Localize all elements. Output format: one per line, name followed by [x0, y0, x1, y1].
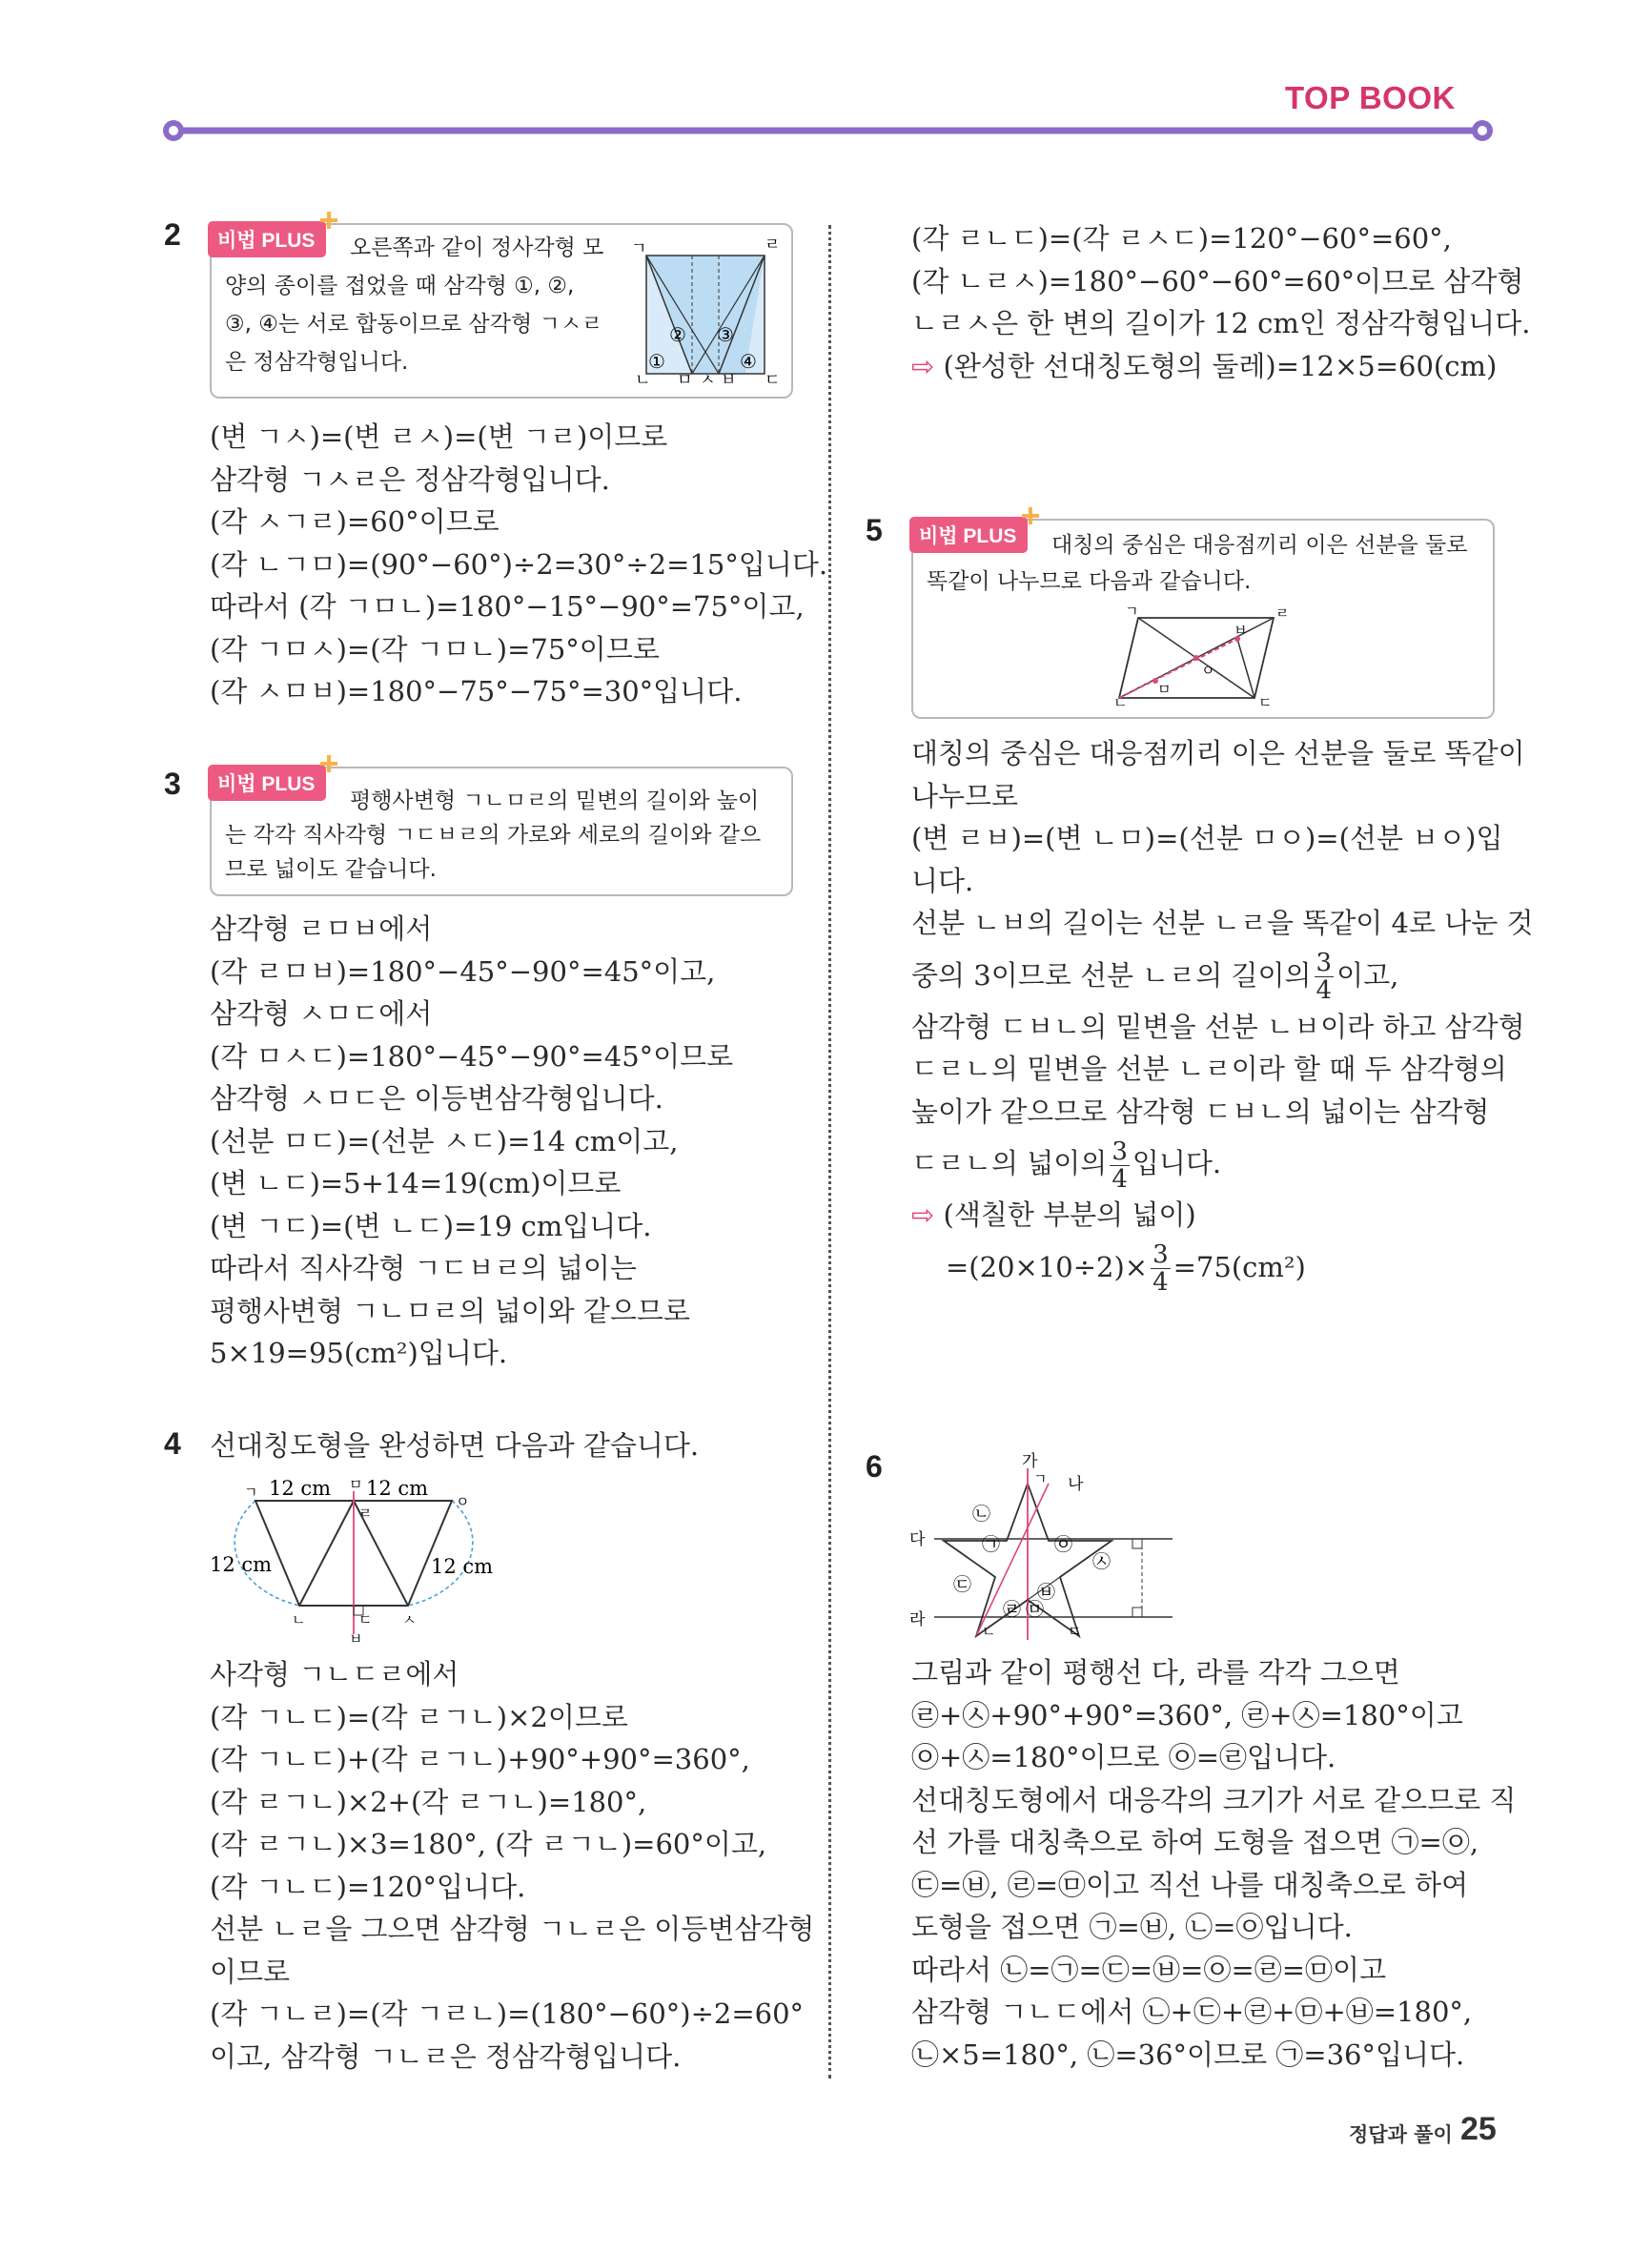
figure-label: ㅇ [1201, 662, 1215, 679]
figure-label: ㉤ [1026, 1599, 1045, 1620]
figure-label: ㄱ [1125, 606, 1139, 620]
tip-line: 오른쪽과 같이 정사각형 모 [350, 236, 604, 260]
figure-label: ㄴ [982, 1623, 996, 1640]
figure-label: ㉧ [1054, 1534, 1073, 1555]
figure-label: ㉡ [972, 1504, 991, 1525]
figure-label: ㄷ [358, 1611, 373, 1628]
page-number: 25 [1460, 2111, 1497, 2147]
tip-line: 평행사변형 ㄱㄴㅁㄹ의 밑변의 길이와 높이 [350, 789, 760, 813]
star-figure [906, 1449, 1182, 1640]
figure-label: ㄴ [292, 1611, 306, 1628]
figure-label: ㅁ [349, 1476, 363, 1493]
column-separator [828, 225, 831, 2079]
figure-label: ② [669, 323, 686, 346]
figure-label: 가 [1022, 1452, 1038, 1471]
figure-label: ㅂ [721, 371, 737, 387]
figure-label: ㄹ [358, 1505, 373, 1522]
solution-text: 사각형 ㄱㄴㄷㄹ에서 (각 ㄱㄴㄷ)=(각 ㄹㄱㄴ)×2이므로 (각 ㄱㄴㄷ)+(각 ㄹㄱㄴ)+90°+90°=360°, (각 ㄹㄱㄴ)×2+(각 ㄹㄱㄴ)=180°, (각 ㄹㄱㄴ)×3=180°, (각 ㄹㄱㄴ)=60°이고, (각 ㄱㄴㄷ)=120°입니다. 선분 ㄴㄹ을 그으면 삼각형 ㄱㄴㄹ은 이등변삼각형 이므로 (각 ㄱㄴㄹ)=(각 ㄱㄹㄴ)=(180°−60°)÷2=60° 이고, 삼각형 ㄱㄴㄹ은 정삼각형입니다. [210, 1658, 815, 2073]
figure-label: ㄷ [765, 371, 781, 387]
solution-text: 그림과 같이 평행선 다, 라를 각각 그으면 ㉣+㉦+90°+90°=360°, ㉣+㉦=180°이고 ㉧+㉦=180°이므로 ㉧=㉣입니다. 선대칭도형에서 대응각의 크기가 서로 같으므로 직 선 가를 대칭축으로 하여 도형을 접으면 ㉠=㉧, ㉢=㉥, ㉣=㉤이고 직선 나를 대칭축으로 하여 도형을 접으면 ㉠=㉥, ㉡=㉧입니다. 따라서 ㉡=㉠=㉢=㉥=㉧=㉣=㉤이고 삼각형 ㄱㄴㄷ에서 ㉡+㉢+㉣+㉤+㉥=180°, ㉡×5=180°, ㉡=36°이므로 ㉠=36°입니다. [911, 1656, 1517, 2071]
solution-text: (변 ㄱㅅ)=(변 ㄹㅅ)=(변 ㄱㄹ)이므로 삼각형 ㄱㅅㄹ은 정삼각형입니다. (각 ㅅㄱㄹ)=60°이므로 (각 ㄴㄱㅁ)=(90°−60°)÷2=30°÷2=15°입니다. 따라서 (각 ㄱㅁㄴ)=180°−15°−90°=75°이고, (각 ㄱㅁㅅ)=(각 ㄱㅁㄴ)=75°이므로 (각 ㅅㅁㅂ)=180°−75°−75°=30°입니다. [210, 420, 828, 707]
tip-box [911, 519, 1495, 719]
figure-label: ㄹ [765, 236, 781, 255]
tip-line: 똑같이 나누므로 다음과 같습니다. [927, 569, 1252, 594]
fraction: $\frac{3}{4}$ [1315, 949, 1333, 1005]
problem-number: 6 [866, 1449, 883, 1484]
figure-label: ㅂ [349, 1630, 363, 1646]
figure-label: ㄷ [1258, 694, 1273, 709]
footer-label: 정답과 풀이 [1349, 2123, 1453, 2146]
figure-label: ㄱ [631, 239, 647, 258]
tip-line: ③, ④는 서로 합동이므로 삼각형 ㄱㅅㄹ [225, 312, 603, 337]
parallelogram-figure [1113, 606, 1295, 709]
figure-label: ㅁ [1157, 681, 1172, 698]
folded-square-figure [622, 233, 785, 387]
figure-label: ㅂ [1234, 622, 1248, 639]
figure-label: ㄹ [1275, 606, 1290, 622]
solution-text: 삼각형 ㄹㅁㅂ에서 (각 ㄹㅁㅂ)=180°−45°−90°=45°이고, 삼각형 ㅅㅁㄷ에서 (각 ㅁㅅㄷ)=180°−45°−90°=45°이므로 삼각형 ㅅㅁㄷ은 이등변삼각형입니다. (선분 ㅁㄷ)=(선분 ㅅㄷ)=14 cm이고, (변 ㄴㄷ)=5+14=19(cm)이므로 (변 ㄱㄷ)=(변 ㄴㄷ)=19 cm입니다. 따라서 직사각형 ㄱㄷㅂㄹ의 넓이는 평행사변형 ㄱㄴㅁㄹ의 넓이와 같으므로 5×19=95(cm²)입니다. [210, 912, 734, 1369]
tip-box [210, 767, 793, 896]
tip-badge: 비법 PLUS [208, 221, 326, 257]
figure-label: ㄱ [244, 1484, 258, 1501]
plus-icon [320, 755, 337, 772]
tip-line: 은 정삼각형입니다. [225, 350, 409, 375]
problem-number: 4 [164, 1426, 181, 1461]
problem-number: 2 [164, 217, 181, 252]
tip-line: 양의 종이를 접었을 때 삼각형 ①, ②, [225, 274, 575, 298]
figure-label: ④ [740, 350, 757, 373]
figure-label: 12 cm [269, 1477, 332, 1500]
figure-label: 다 [909, 1530, 926, 1549]
plus-icon [1022, 507, 1039, 524]
figure-label: ㉣ [1003, 1599, 1022, 1620]
fraction: $\frac{3}{4}$ [1112, 1137, 1128, 1194]
figure-label: ③ [717, 323, 734, 346]
tip-badge: 비법 PLUS [909, 517, 1028, 553]
tip-line: 대칭의 중심은 대응점끼리 이은 선분을 둘로 [1051, 533, 1468, 558]
figure-label: 라 [909, 1610, 926, 1629]
line-symmetric-figure [206, 1474, 511, 1646]
solution-text: (각 ㄹㄴㄷ)=(각 ㄹㅅㄷ)=120°−60°=60°, (각 ㄴㄹㅅ)=180°−60°−60°=60°이므로 삼각형 ㄴㄹㅅ은 한 변의 길이가 12 cm인 정삼각형입니다. ⇨ (완성한 선대칭도형의 둘레)=12×5=60(cm) [911, 222, 1531, 382]
figure-label: ㄱ [1033, 1470, 1048, 1487]
problem-number: 3 [164, 767, 181, 801]
figure-label: ㅇ [456, 1493, 470, 1510]
figure-label: 나 [1068, 1475, 1084, 1494]
solution-text: 대칭의 중심은 대응점끼리 이은 선분을 둘로 똑같이 나누므로 (변 ㄹㅂ)=(변 ㄴㅁ)=(선분 ㅁㅇ)=(선분 ㅂㅇ)입 니다. 선분 ㄴㅂ의 길이는 선분 ㄴㄹ을 똑같이 4로 나눈 것 중의 3이므로 선분 ㄴㄹ의 길이의 $\frac{3}{4}$ 이고, 삼각형 ㄷㅂㄴ의 밑변을 선분 ㄴㅂ이라 하고 삼각형 ㄷㄹㄴ의 밑변을 선분 ㄴㄹ이라 할 때 두 삼각형의 높이가 같으므로 삼각형 ㄷㅂㄴ의 넓이는 삼각형 ㄷㄹㄴ의 넓이의 $\frac{3}{4}$ 입니다. ⇨ (색칠한 부분의 넓이) =(20×10÷2)× $\frac{3}{4}$ =75(cm²) [911, 737, 1534, 1297]
figure-label: ㄷ [1068, 1623, 1082, 1640]
arrow-icon: ⇨ [911, 1198, 935, 1231]
header-rule [0, 0, 1652, 153]
figure-label: 12 cm [431, 1555, 494, 1578]
book-title: TOP BOOK [1285, 80, 1456, 115]
figure-label: ㄴ [635, 371, 651, 387]
plus-icon [320, 212, 337, 229]
figure-label: ㅅ [700, 371, 716, 387]
tip-line: 므로 넓이도 같습니다. [225, 857, 437, 882]
figure-label: ㄴ [1113, 694, 1128, 709]
figure-label: 12 cm [366, 1477, 429, 1500]
arrow-icon: ⇨ [911, 349, 935, 382]
tip-line: 는 각각 직사각형 ㄱㄷㅂㄹ의 가로와 세로의 길이와 같으 [225, 823, 762, 848]
figure-label: ㅁ [677, 371, 693, 387]
figure-label: ㉥ [1037, 1582, 1056, 1603]
problem-intro: 선대칭도형을 완성하면 다음과 같습니다. [210, 1429, 700, 1462]
figure-label: ㉦ [1092, 1551, 1112, 1572]
figure-label: ㅅ [402, 1611, 417, 1628]
tip-badge: 비법 PLUS [208, 765, 326, 801]
figure-label: ㉢ [953, 1574, 972, 1595]
problem-number: 5 [866, 513, 883, 547]
figure-label: 12 cm [210, 1553, 273, 1576]
figure-label: ① [648, 350, 665, 373]
fraction: $\frac{3}{4}$ [1152, 1240, 1169, 1297]
figure-label: ㉠ [982, 1534, 1001, 1555]
